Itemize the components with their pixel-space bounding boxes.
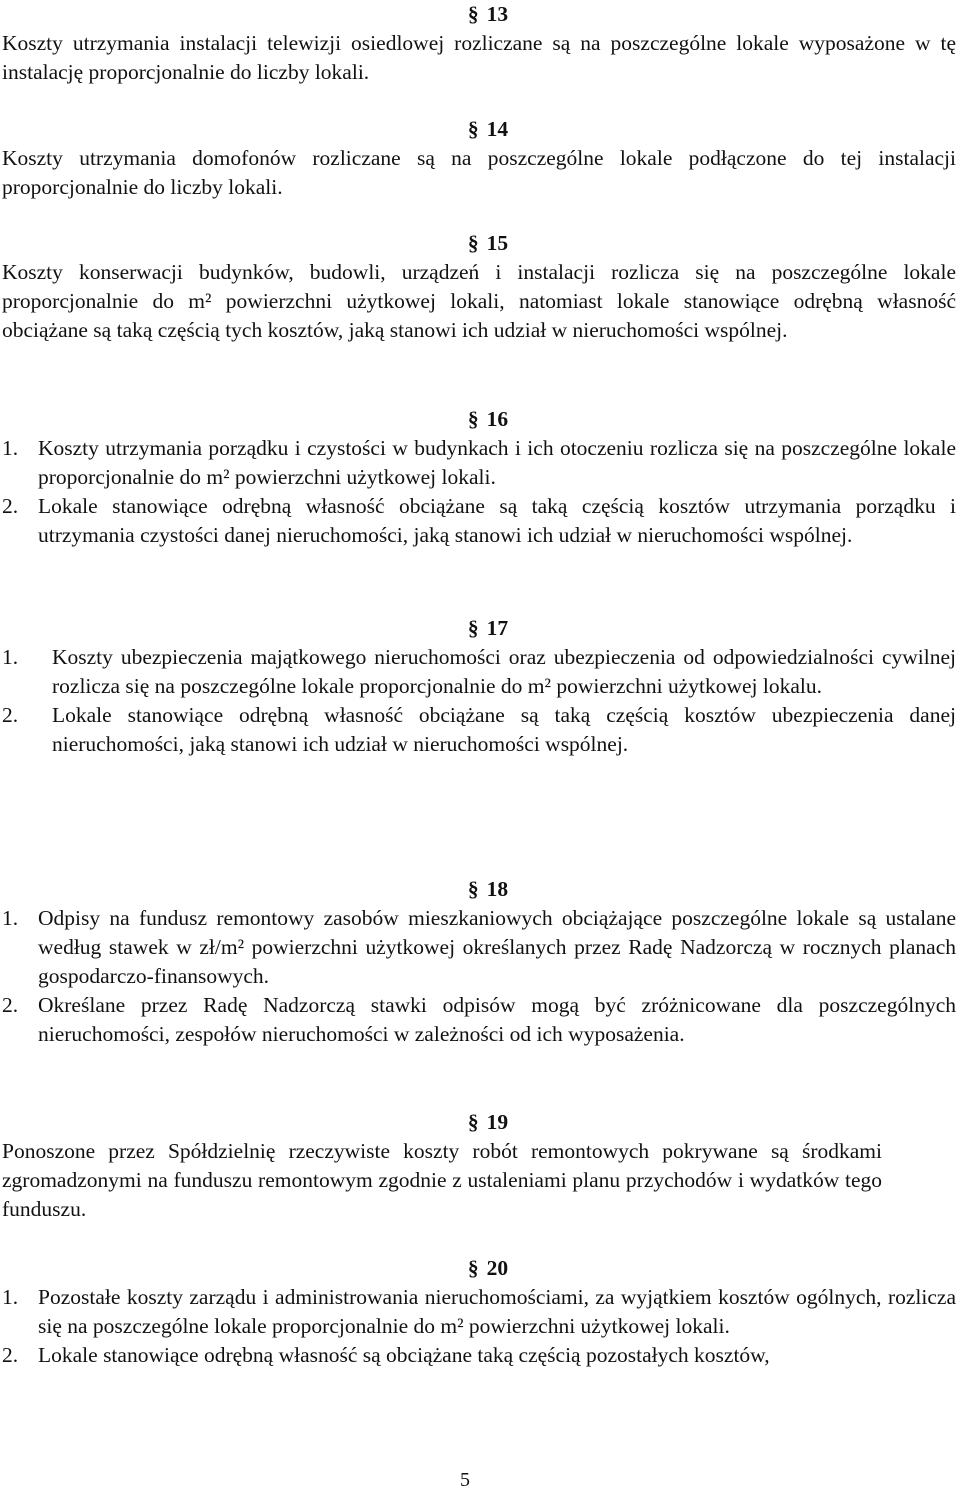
item-text: Koszty utrzymania porządku i czystości w budynkach i ich otoczeniu rozlicza się na poszczególne lokale proporcjonalnie do m² powierzchni użytkowej lokali. xyxy=(38,436,956,489)
section-heading xyxy=(2,115,956,144)
item-number: 1. xyxy=(2,436,19,460)
item-text: Pozostałe koszty zarządu i administrowania nieruchomościami, za wyjątkiem kosztów ogólnych, rozlicza się na poszczególne lokale proporcjonalnie do m² powierzchni użytkowej lokali. xyxy=(38,1285,956,1338)
item-number: 2. xyxy=(2,1343,19,1367)
section-14 xyxy=(2,115,956,202)
section-15 xyxy=(2,229,956,345)
section-heading xyxy=(2,229,956,258)
section-number: 19 xyxy=(486,1110,509,1134)
section-symbol: § xyxy=(467,231,479,255)
section-number: 14 xyxy=(486,117,509,141)
item-text: Lokale stanowiące odrębną własność obciążane są taką częścią kosztów utrzymania porządku i utrzymania czystości danej nieruchomości, jaką stanowi ich udział w nieruchomości wspólnej. xyxy=(38,494,956,547)
item-text: Koszty ubezpieczenia majątkowego nieruchomości oraz ubezpieczenia od odpowiedzialności cywilnej rozlicza się na poszczególne lokale proporcjonalnie do m² powierzchni użytkowej lokalu. xyxy=(52,645,956,698)
list-item xyxy=(2,434,956,492)
item-number: 1. xyxy=(2,1285,19,1309)
section-heading xyxy=(2,875,956,904)
section-number: 18 xyxy=(486,877,509,901)
list-item xyxy=(2,1283,956,1341)
item-number: 2. xyxy=(2,494,19,518)
section-heading xyxy=(2,405,956,434)
section-20 xyxy=(2,1254,956,1370)
section-heading xyxy=(2,1254,956,1283)
section-symbol: § xyxy=(467,2,479,26)
list-item xyxy=(2,991,956,1049)
list-item xyxy=(2,701,956,759)
item-text: Lokale stanowiące odrębną własność obciążane są taką częścią kosztów ubezpieczenia danej nieruchomości, jaką stanowi ich udział w nieruchomości wspólnej. xyxy=(52,703,956,756)
section-symbol: § xyxy=(467,1256,479,1280)
item-number: 2. xyxy=(2,993,19,1017)
section-symbol: § xyxy=(467,1110,479,1134)
section-heading xyxy=(2,1108,956,1137)
section-symbol: § xyxy=(467,877,479,901)
section-18 xyxy=(2,875,956,1049)
item-text: Odpisy na fundusz remontowy zasobów mieszkaniowych obciążające poszczególne lokale są ustalane według stawek w zł/m² powierzchni użytkowej określanych przez Radę Nadzorczą w rocznych planach gospodarczo-finansowych. xyxy=(38,906,956,988)
list-item xyxy=(2,1341,956,1370)
section-number: 16 xyxy=(486,407,509,431)
section-number: 17 xyxy=(486,616,509,640)
section-16 xyxy=(2,405,956,550)
section-symbol: § xyxy=(467,616,479,640)
list-item xyxy=(2,492,956,550)
section-13 xyxy=(2,0,956,87)
section-number: 13 xyxy=(486,2,509,26)
paragraph: Koszty konserwacji budynków, budowli, urządzeń i instalacji rozlicza się na poszczególne lokale proporcjonalnie do m² powierzchni użytkowej lokali, natomiast lokale stanowiące odrębną własność obciążane są taką częścią tych kosztów, jaką stanowi ich udział w nieruchomości wspólnej. xyxy=(2,260,956,342)
item-number: 1. xyxy=(2,906,19,930)
list-item xyxy=(2,643,956,701)
item-number: 1. xyxy=(2,645,19,669)
paragraph: Ponoszone przez Spółdzielnię rzeczywiste koszty robót remontowych pokrywane są środkami zgromadzonymi na funduszu remontowym zgodnie z ustaleniami planu przychodów i wydatków tego funduszu. xyxy=(2,1139,882,1221)
list-item xyxy=(2,904,956,991)
item-text: Lokale stanowiące odrębną własność są obciążane taką częścią pozostałych kosztów, xyxy=(38,1343,770,1367)
section-symbol: § xyxy=(467,117,479,141)
section-19 xyxy=(2,1108,956,1224)
item-number: 2. xyxy=(2,703,19,727)
section-number: 20 xyxy=(486,1256,509,1280)
paragraph: Koszty utrzymania instalacji telewizji osiedlowej rozliczane są na poszczególne lokale wyposażone w tę instalację proporcjonalnie do liczby lokali. xyxy=(2,31,956,84)
paragraph: Koszty utrzymania domofonów rozliczane są na poszczególne lokale podłączone do tej instalacji proporcjonalnie do liczby lokali. xyxy=(2,146,956,199)
page-number: 5 xyxy=(460,1469,470,1491)
section-number: 15 xyxy=(486,231,509,255)
section-17 xyxy=(2,614,956,759)
section-heading xyxy=(2,614,956,643)
item-text: Określane przez Radę Nadzorczą stawki odpisów mogą być zróżnicowane dla poszczególnych nieruchomości, zespołów nieruchomości w zależności od ich wyposażenia. xyxy=(38,993,956,1046)
section-symbol: § xyxy=(467,407,479,431)
section-heading xyxy=(2,0,956,29)
